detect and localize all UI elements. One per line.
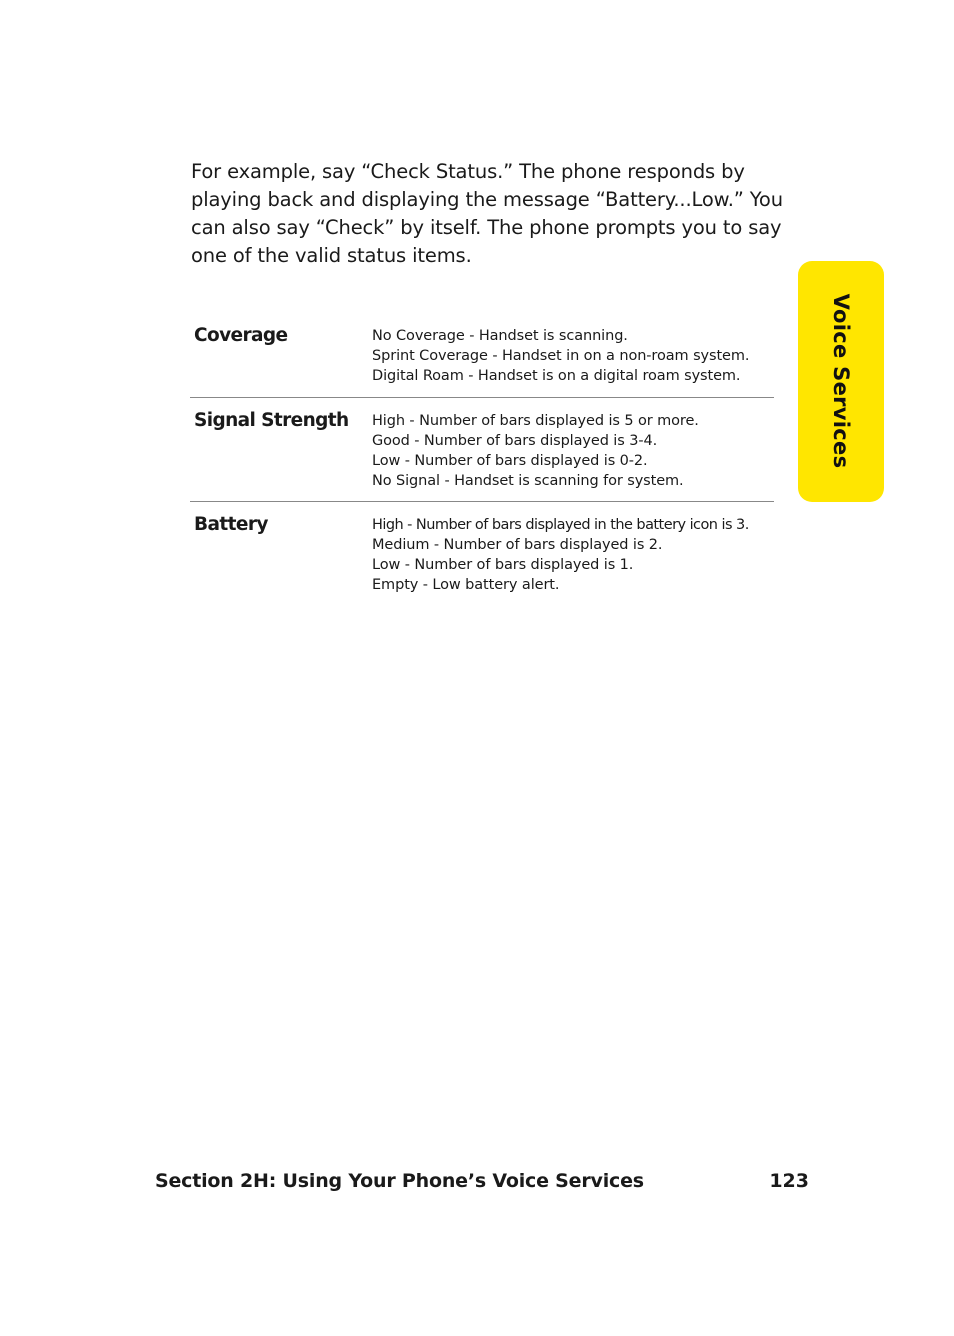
- page-number: 123: [769, 1170, 809, 1192]
- status-line: Empty - Low battery alert.: [372, 577, 560, 593]
- status-description: [368, 507, 774, 603]
- status-line: No Signal - Handset is scanning for system.: [372, 473, 684, 489]
- section-side-tab: [798, 261, 884, 502]
- intro-paragraph: For example, say “Check Status.” The phone responds by playing back and displaying the message “Battery...Low.” You can also say “Check” by itself. The phone prompts you to say one of the valid status items.: [191, 160, 783, 267]
- status-line: Low - Number of bars displayed is 1.: [372, 557, 634, 573]
- status-description: [368, 403, 774, 501]
- status-line: Sprint Coverage - Handset in on a non-roam system.: [372, 348, 750, 364]
- status-row-battery: [190, 502, 774, 603]
- status-description: [368, 318, 774, 397]
- status-line: Low - Number of bars displayed is 0-2.: [372, 453, 648, 469]
- status-name: Battery: [194, 514, 268, 535]
- status-line: High - Number of bars displayed is 5 or more.: [372, 413, 699, 429]
- status-row-coverage: [190, 318, 774, 398]
- status-row-signal-strength: [190, 398, 774, 502]
- status-line: Digital Roam - Handset is on a digital roam system.: [372, 368, 741, 384]
- status-name: Coverage: [194, 325, 288, 346]
- status-name: Signal Strength: [194, 410, 349, 431]
- status-line: No Coverage - Handset is scanning.: [372, 328, 628, 344]
- side-tab-label: Voice Services: [829, 293, 853, 469]
- status-items-table: [190, 318, 774, 603]
- footer-section-title: Section 2H: Using Your Phone’s Voice Services: [155, 1170, 644, 1192]
- status-line: Medium - Number of bars displayed is 2.: [372, 537, 663, 553]
- status-line: High - Number of bars displayed in the battery icon is 3.: [372, 517, 749, 533]
- status-line: Good - Number of bars displayed is 3-4.: [372, 433, 658, 449]
